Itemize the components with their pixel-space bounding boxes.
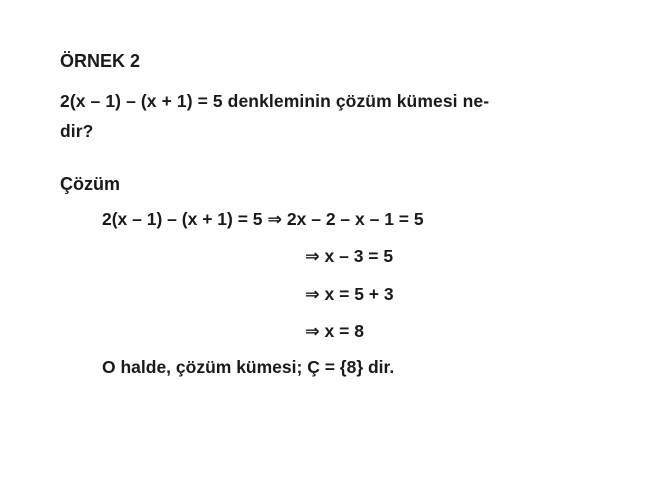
solution-title: Çözüm bbox=[60, 174, 120, 194]
problem-statement-line-1: 2(x – 1) – (x + 1) = 5 denkleminin çözüm kümesi ne- bbox=[60, 91, 490, 111]
solution-step-4: ⇒ x = 8 bbox=[305, 321, 364, 341]
solution-step-1: 2(x – 1) – (x + 1) = 5 ⇒ 2x – 2 – x – 1 = 5 bbox=[102, 209, 424, 229]
example-heading: ÖRNEK 2 bbox=[60, 51, 141, 71]
solution-conclusion: O halde, çözüm kümesi; Ç = {8} dir. bbox=[102, 357, 395, 377]
solution-step-2: ⇒ x – 3 = 5 bbox=[305, 246, 394, 266]
solution-step-3: ⇒ x = 5 + 3 bbox=[305, 284, 394, 304]
problem-statement-line-2: dir? bbox=[60, 121, 94, 141]
